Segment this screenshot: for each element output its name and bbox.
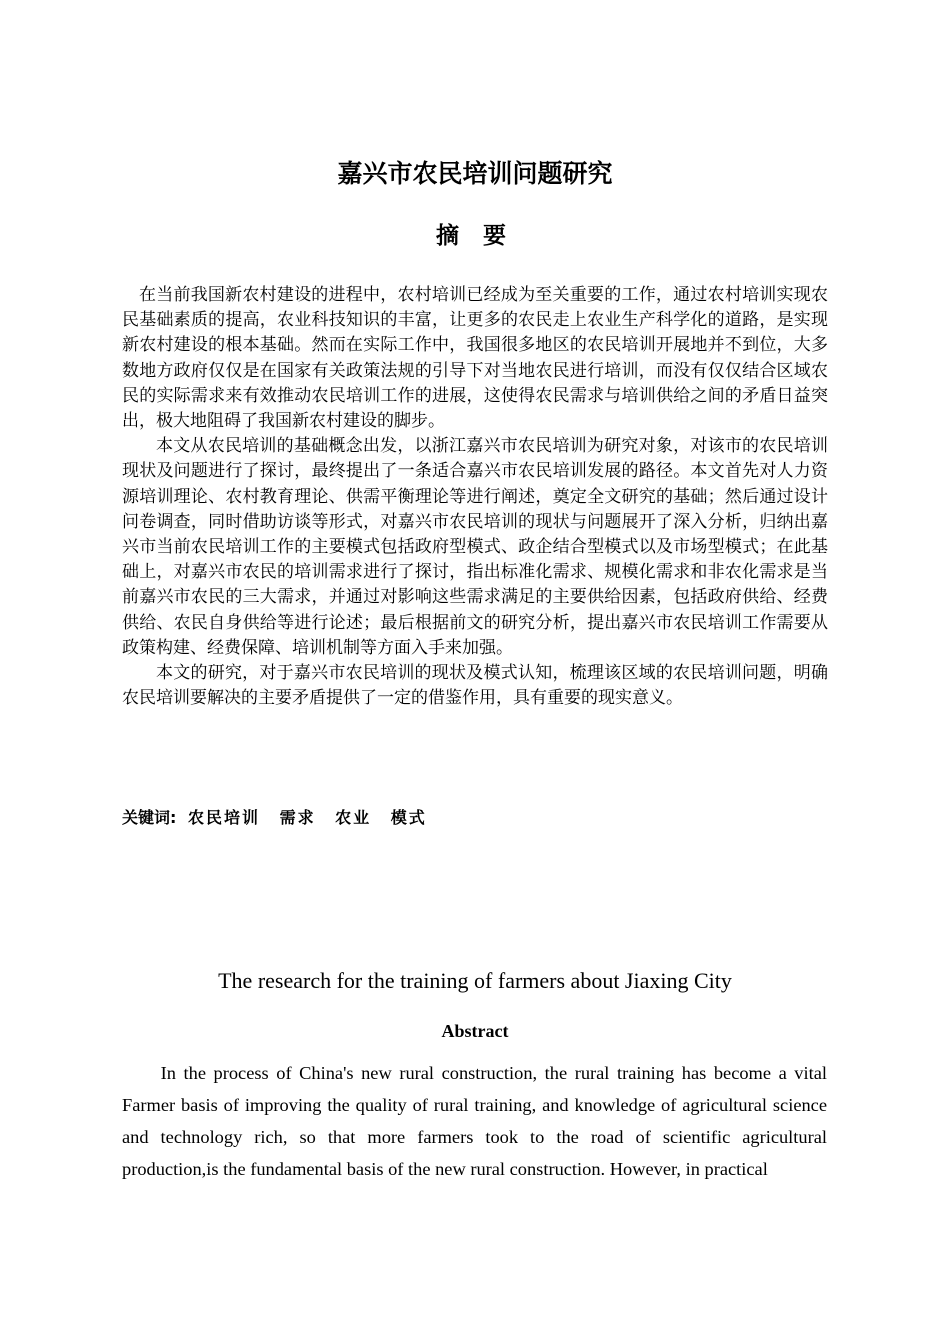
chinese-abstract-heading: 摘 要 <box>435 223 514 249</box>
english-abstract-body <box>122 1057 827 1185</box>
keywords-label: 关键词: <box>122 808 177 827</box>
chinese-paragraph: 在当前我国新农村建设的进程中，农村培训已经成为至关重要的工作，通过农村培训实现农民基础素质的提高，农业科技知识的丰富，让更多的农民走上农业生产科学化的道路，是实现新农村建设的根本基础。然而在实际工作中，我国很多地区的农民培训开展地并不到位，大多数地方政府仅仅是在国家有关政策法规的引导下对当地农民进行培训，而没有仅仅结合区域农民的实际需求来有效推动农民培训工作的进展，这使得农民需求与培训供给之间的矛盾日益突出，极大地阻碍了我国新农村建设的脚步。 <box>122 285 828 432</box>
chinese-abstract-body <box>122 283 828 711</box>
english-paragraph: In the process of China's new rural construction, the rural training has become a vital Farmer basis of improving the quality of rural training, and knowledge of agricultural science and technology rich, so that more farmers took to the road of scientific agricultural production,is the fundamental basis of the new rural construction. However, in practical <box>122 1063 827 1179</box>
keyword: 模式 <box>390 808 427 827</box>
keyword: 农业 <box>335 808 372 827</box>
keyword: 需求 <box>279 808 316 827</box>
chinese-paragraph: 本文从农民培训的基础概念出发，以浙江嘉兴市农民培训为研究对象，对该市的农民培训现状及问题进行了探讨，最终提出了一条适合嘉兴市农民培训发展的路径。本文首先对人力资源培训理论、农村教育理论、供需平衡理论等进行阐述，奠定全文研究的基础；然后通过设计问卷调查，同时借助访谈等形式，对嘉兴市农民培训的现状与问题展开了深入分析，归纳出嘉兴市当前农民培训工作的主要模式包括政府型模式、政企结合型模式以及市场型模式；在此基础上，对嘉兴市农民的培训需求进行了探讨，指出标准化需求、规模化需求和非农化需求是当前嘉兴市农民的三大需求，并通过对影响这些需求满足的主要供给因素，包括政府供给、经费供给、农民自身供给等进行论述；最后根据前文的研究分析，提出嘉兴市农民培训工作需要从政策构建、经费保障、培训机制等方面入手来加强。 <box>122 436 828 658</box>
chinese-title: 嘉兴市农民培训问题研究 <box>337 159 613 188</box>
keyword: 农民培训 <box>187 808 260 827</box>
english-abstract-heading: Abstract <box>441 1021 509 1041</box>
english-title: The research for the training of farmers about Jiaxing City <box>218 968 732 993</box>
chinese-paragraph: 本文的研究，对于嘉兴市农民培训的现状及模式认知，梳理该区域的农民培训问题，明确农民培训要解决的主要矛盾提供了一定的借鉴作用，具有重要的现实意义。 <box>122 663 828 709</box>
keywords-line <box>122 805 441 831</box>
